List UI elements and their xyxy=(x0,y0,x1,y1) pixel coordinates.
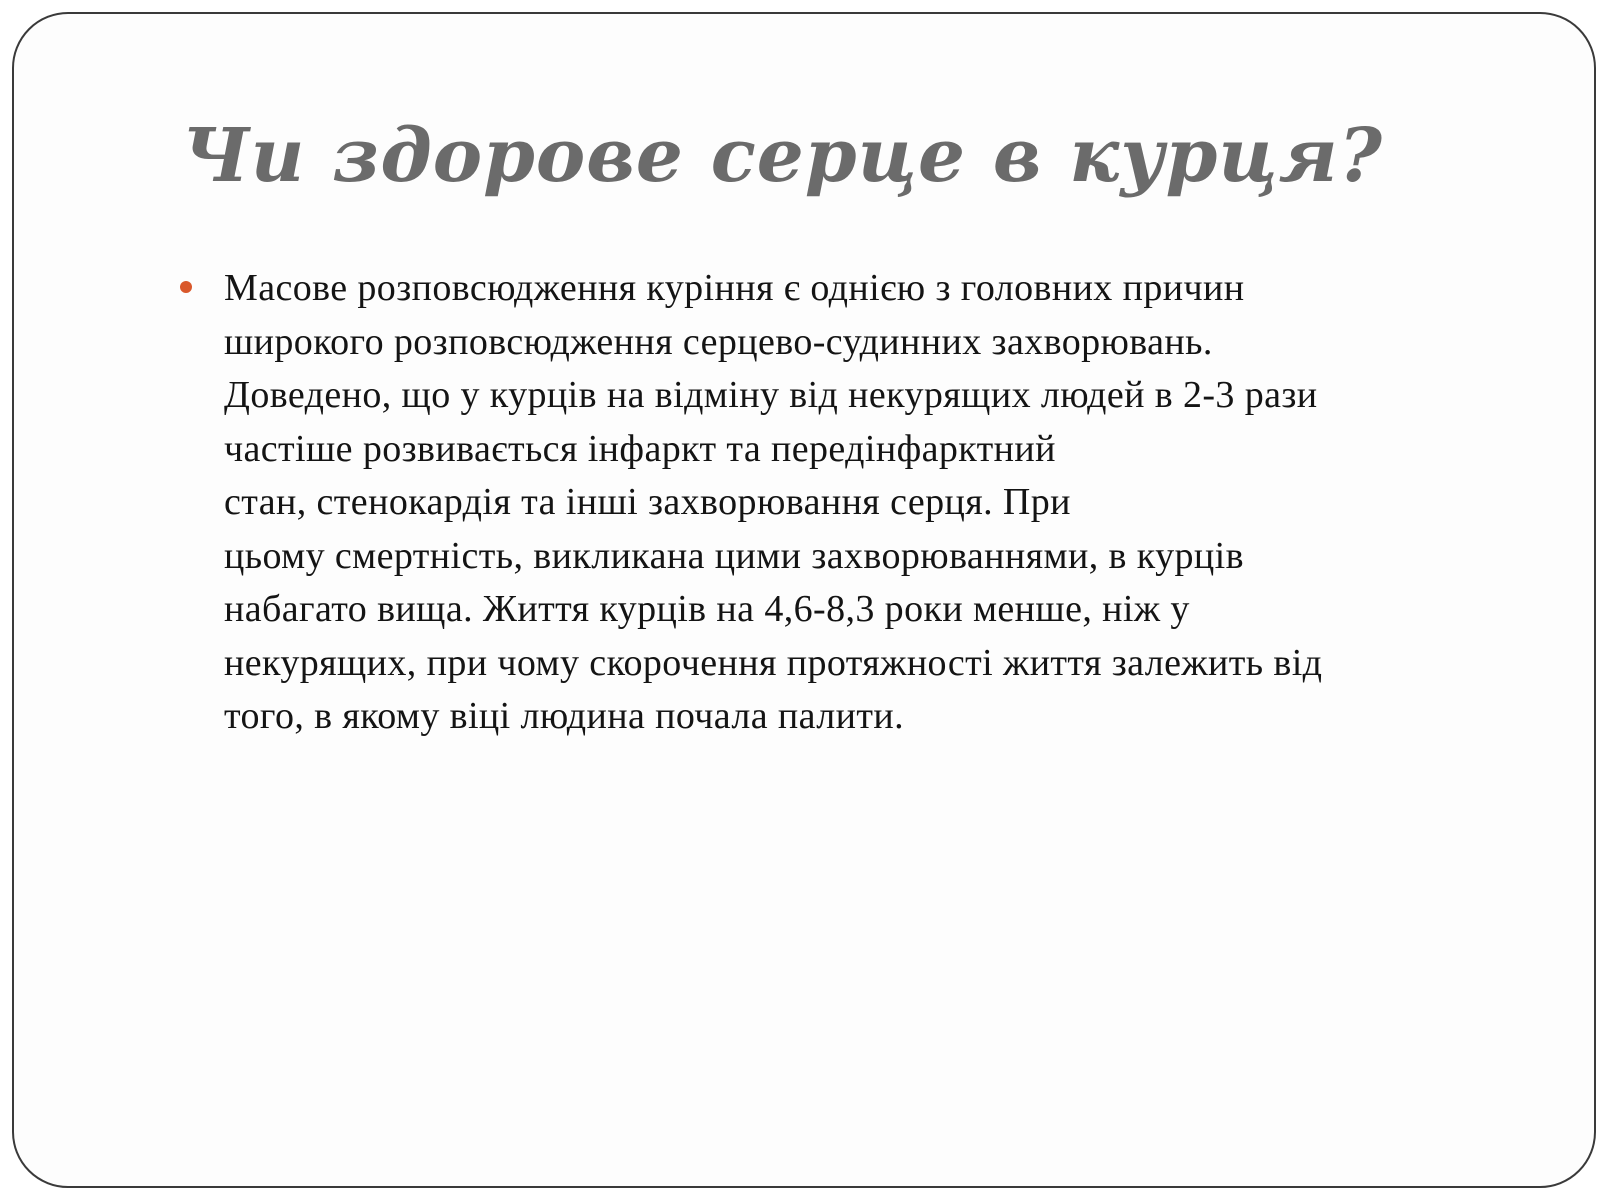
text-line: некурящих, при чому скорочення протяжності життя залежить від xyxy=(224,641,1323,684)
text-line: частіше розвивається інфаркт та передінфарктний xyxy=(224,427,1056,470)
text-line: широкого розповсюдження серцево-судинних захворювань. xyxy=(224,320,1213,363)
text-line: того, в якому віці людина почала палити. xyxy=(224,695,904,737)
bullet-list xyxy=(0,262,1322,744)
bullet-item xyxy=(0,262,1322,744)
text-line: набагато вища. Життя курців на 4,6-8,3 роки менше, ніж у xyxy=(224,588,1190,630)
slide-title: Чи здорове серце в курця? xyxy=(182,113,1384,199)
bullet-text xyxy=(224,262,1322,744)
text-line: Масове розповсюдження куріння є однією з головних причин xyxy=(224,267,1245,309)
text-line: стан, стенокардія та інші захворювання серця. При xyxy=(224,481,1071,523)
text-line: цьому смертність, викликана цими захворюваннями, в курців xyxy=(224,534,1244,577)
bullet-dot-icon xyxy=(180,281,192,293)
text-line: Доведено, що у курців на відміну від некурящих людей в 2-3 рази xyxy=(224,374,1318,416)
